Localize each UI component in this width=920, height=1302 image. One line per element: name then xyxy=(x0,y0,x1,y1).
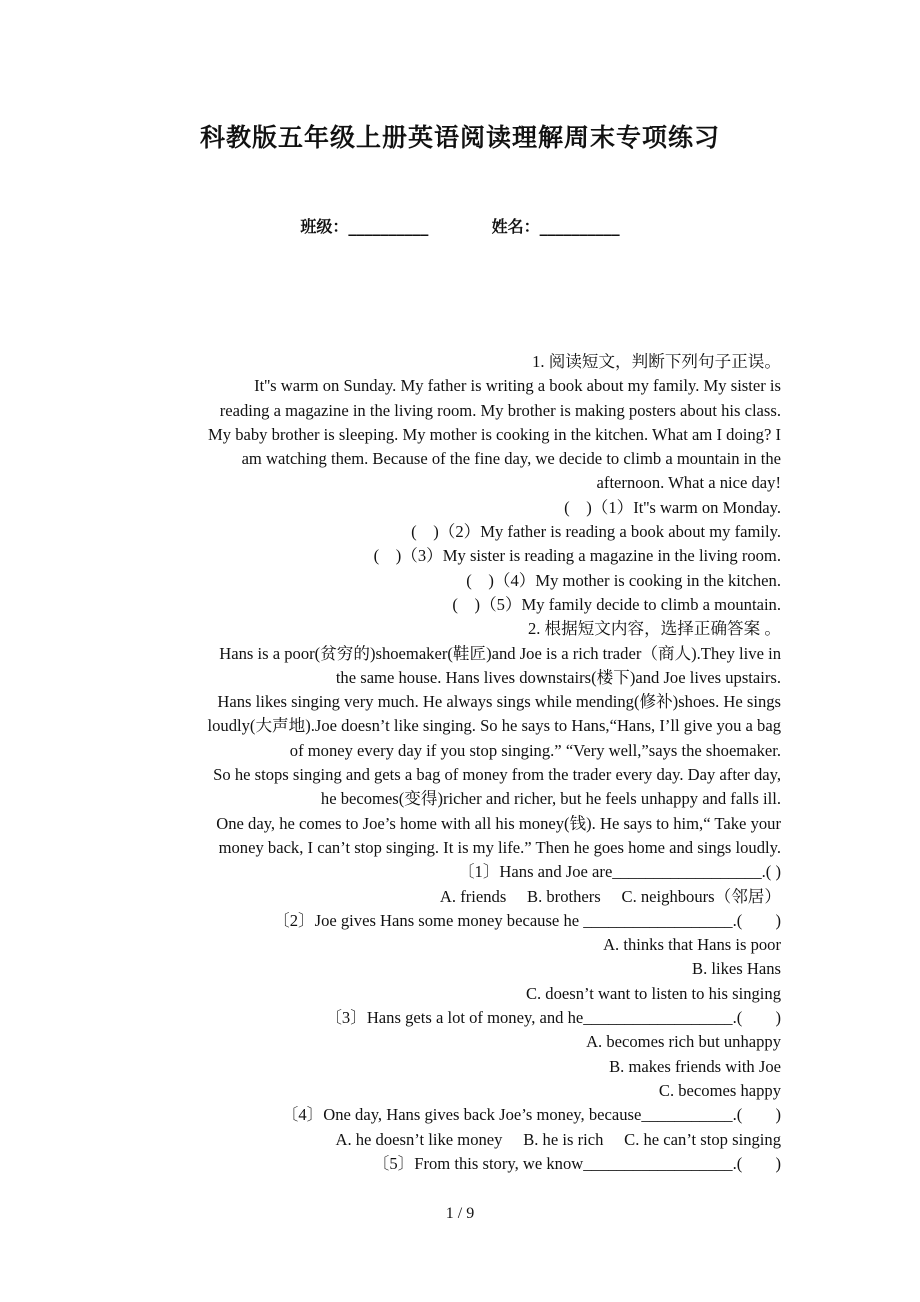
passage-line: So he stops singing and gets a bag of money from the trader every day. Day after day, xyxy=(213,765,781,785)
question-item: 〔4〕One day, Hans gives back Joe’s money, because___________.( ) xyxy=(281,1105,781,1125)
passage-line: of money every day if you stop singing.” “Very well,”says the shoemaker. xyxy=(289,740,781,760)
section1-questions xyxy=(120,496,781,617)
section2-heading: 2. 根据短文内容，选择正确答案 。 xyxy=(527,619,781,639)
question-item: ( )（1）It''s warm on Monday. xyxy=(564,497,781,517)
answer-options: A. he doesn’t like money B. he is rich C. he can’t stop singing xyxy=(335,1129,781,1149)
page-title: 科教版五年级上册英语阅读理解周末专项练习 xyxy=(199,123,720,152)
page-number: 1 / 9 xyxy=(445,1205,475,1222)
passage-line: money back, I can’t stop singing. It is my life.” Then he goes home and sings loudly. xyxy=(218,837,781,857)
passage-line: am watching them. Because of the fine day, we decide to climb a mountain in the xyxy=(241,449,781,469)
answer-option: B. makes friends with Joe xyxy=(609,1056,781,1076)
answer-option: C. doesn’t want to listen to his singing xyxy=(525,983,781,1003)
question-item: 〔3〕Hans gets a lot of money, and he__________________.( ) xyxy=(325,1008,781,1028)
student-info xyxy=(0,214,920,237)
answer-option: C. becomes happy xyxy=(658,1080,781,1100)
passage-line: My baby brother is sleeping. My mother is cooking in the kitchen. What am I doing? I xyxy=(208,424,781,444)
question-item: ( )（4）My mother is cooking in the kitchen. xyxy=(466,570,781,590)
answer-option: B. likes Hans xyxy=(692,959,781,979)
passage-line: It''s warm on Sunday. My father is writing a book about my family. My sister is xyxy=(254,376,781,396)
class-field: 班级：__________ xyxy=(300,217,429,236)
question-item: 〔2〕Joe gives Hans some money because he __________________.( ) xyxy=(273,910,781,930)
name-field: 姓名：__________ xyxy=(491,217,620,236)
passage-line: afternoon. What a nice day! xyxy=(596,473,781,493)
passage-line: reading a magazine in the living room. My brother is making posters about his class. xyxy=(219,400,781,420)
passage-line: the same house. Hans lives downstairs(楼下)and Joe lives upstairs. xyxy=(335,667,781,687)
passage-line: Hans is a poor(贫穷的)shoemaker(鞋匠)and Joe is a rich trader（商人).They live in xyxy=(219,643,781,663)
question-item: ( )（5）My family decide to climb a mountain. xyxy=(452,594,781,614)
section2-passage xyxy=(120,642,781,861)
answer-option: A. thinks that Hans is poor xyxy=(603,935,781,955)
passage-line: One day, he comes to Joe’s home with all his money(钱). He says to him,“ Take your xyxy=(216,813,781,833)
exercise-content xyxy=(120,350,781,1176)
question-item: ( )（2）My father is reading a book about my family. xyxy=(411,522,781,542)
question-item: ( )（3）My sister is reading a magazine in the living room. xyxy=(373,546,781,566)
section1-heading: 1. 阅读短文，判断下列句子正误。 xyxy=(532,352,781,371)
question-item: 〔1〕Hans and Joe are__________________.( ) xyxy=(457,862,781,882)
section2-questions xyxy=(120,860,781,1176)
answer-option: A. becomes rich but unhappy xyxy=(586,1032,781,1052)
answer-options: A. friends B. brothers C. neighbours（邻居） xyxy=(439,886,781,906)
passage-line: he becomes(变得)richer and richer, but he feels unhappy and falls ill. xyxy=(320,789,781,809)
question-item: 〔5〕From this story, we know__________________.( ) xyxy=(372,1153,781,1173)
section1-passage xyxy=(120,374,781,495)
passage-line: loudly(大声地).Joe doesn’t like singing. So he says to Hans,“Hans, I’ll give you a bag xyxy=(207,716,781,736)
passage-line: Hans likes singing very much. He always sings while mending(修补)shoes. He sings xyxy=(217,692,781,712)
